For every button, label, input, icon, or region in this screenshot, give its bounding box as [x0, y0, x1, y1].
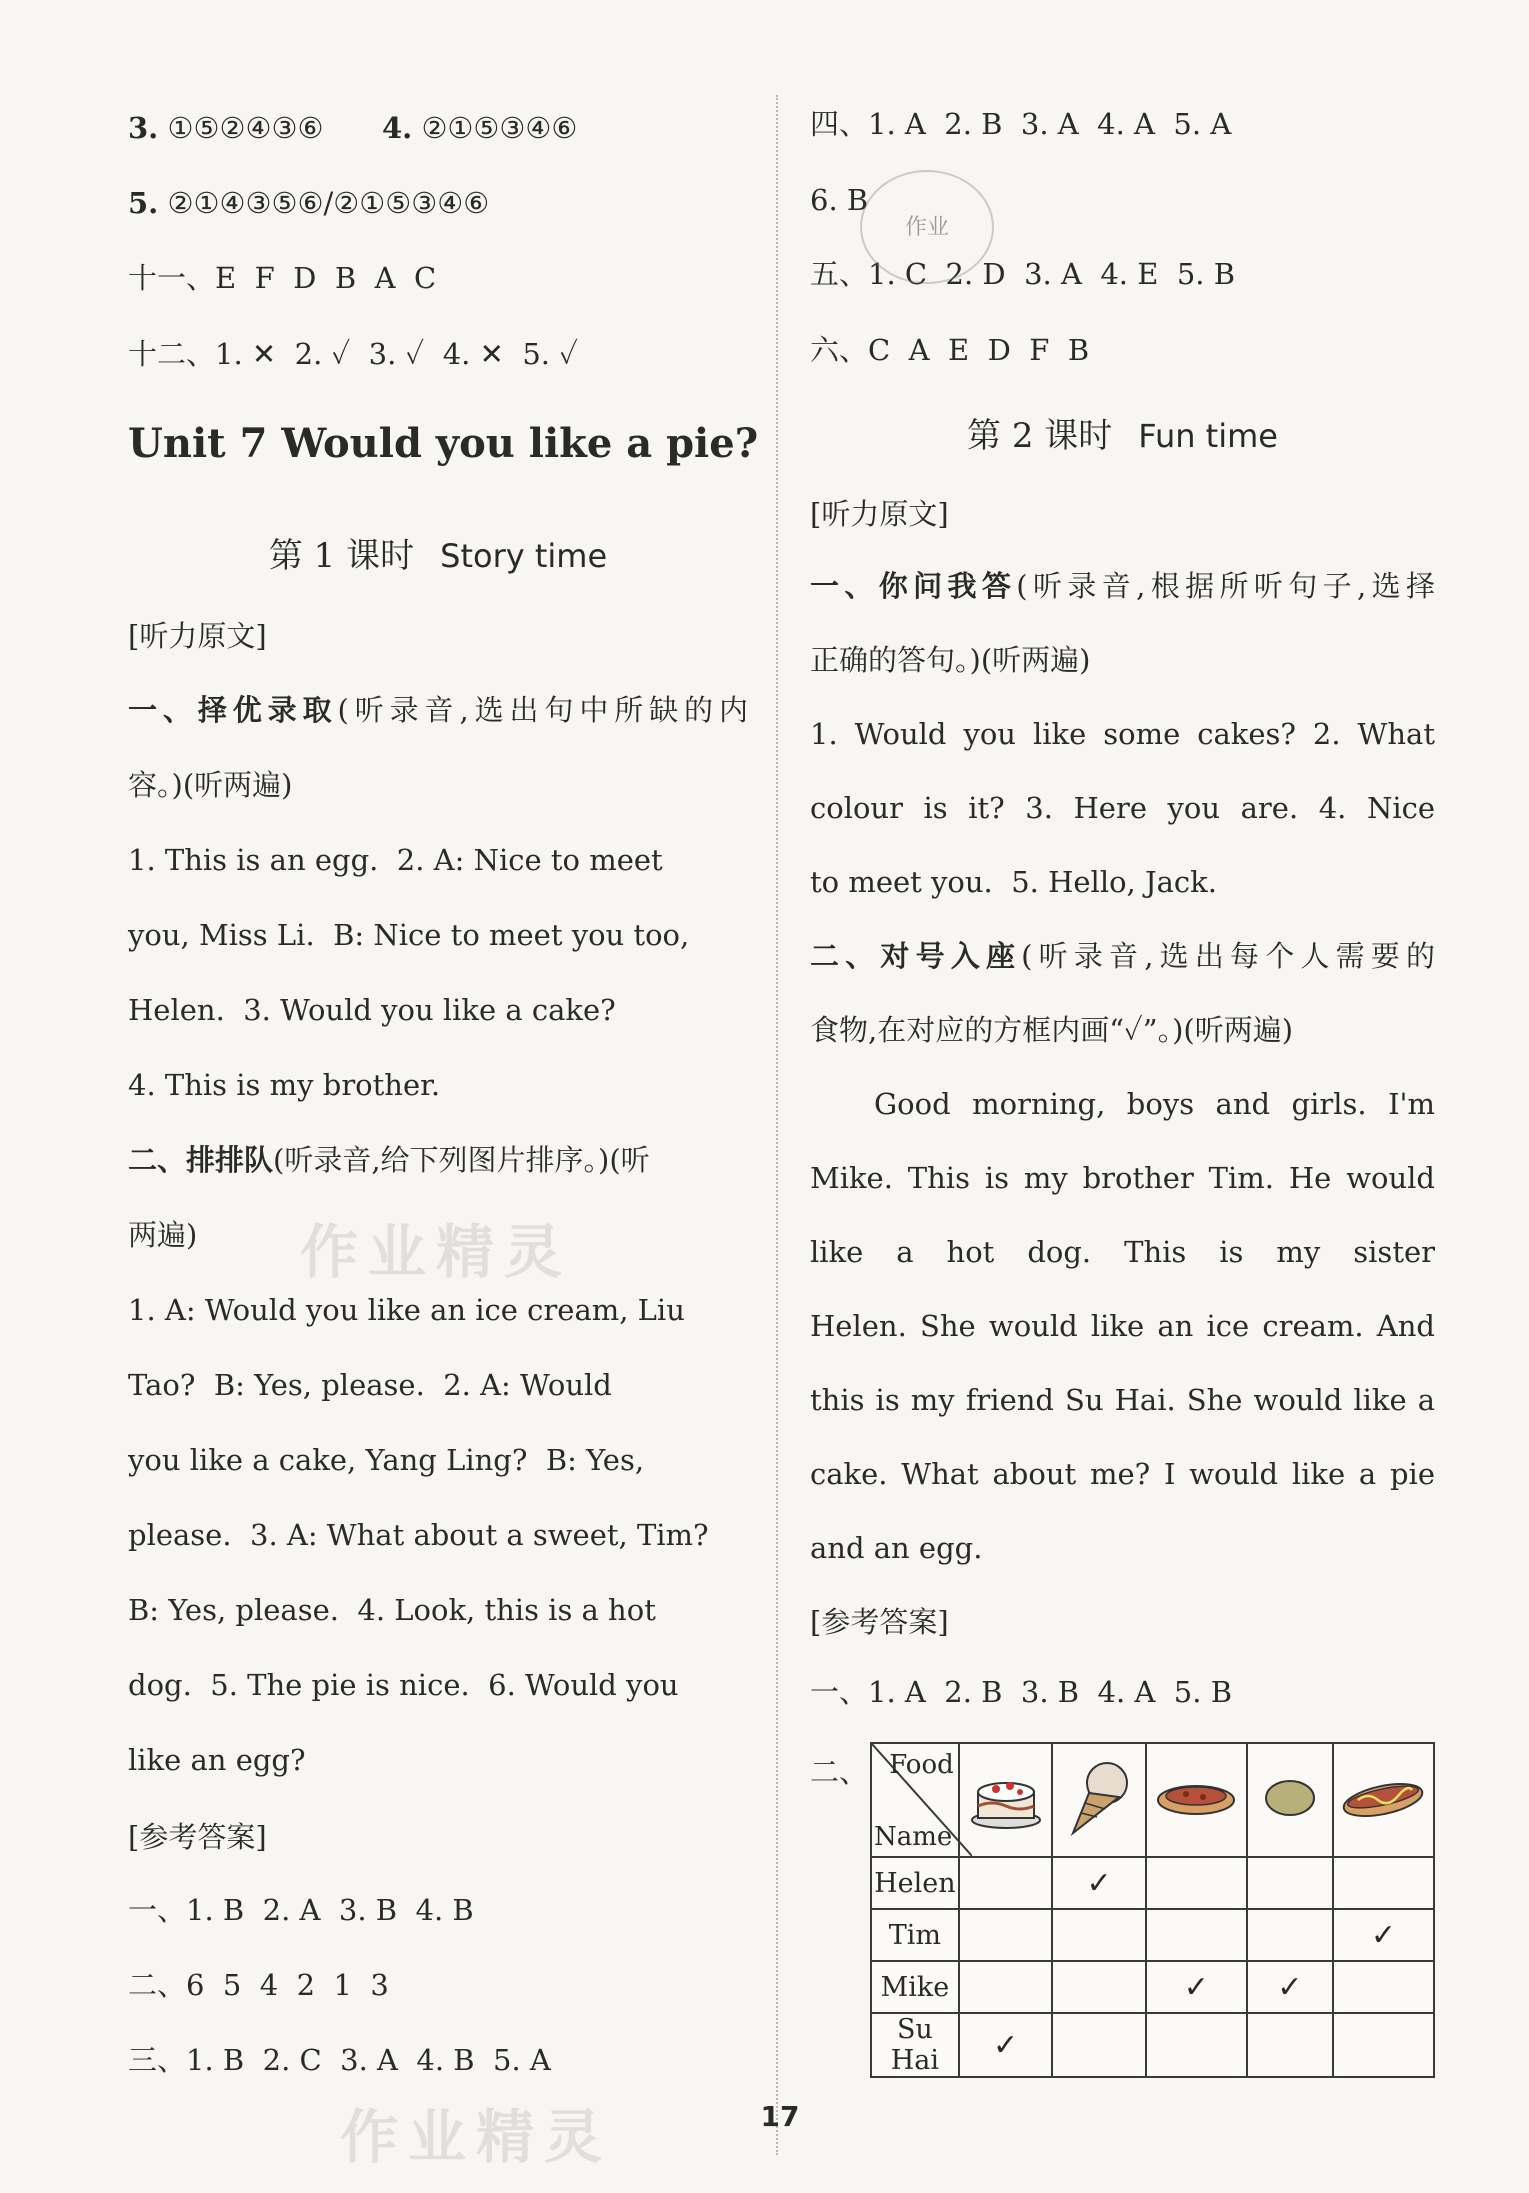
- section-2-desc: 两遍): [128, 1218, 198, 1252]
- passage-line: Mike. This is my brother Tim. He would: [810, 1161, 1435, 1195]
- egg-icon: [1255, 1772, 1325, 1822]
- lesson-2-heading: 第 2 课时 Fun time: [967, 416, 1278, 456]
- section-2-line: please. 3. A: What about a sweet, Tim?: [128, 1518, 709, 1552]
- table-row: [871, 1909, 1434, 1961]
- question-1-line: 1. Would you like some cakes? 2. What: [810, 717, 1435, 751]
- page-number: 17: [760, 2100, 800, 2133]
- table-cell: [959, 1909, 1053, 1961]
- question-1-line: colour is it? 3. Here you are. 4. Nice: [810, 791, 1435, 825]
- table-cell: [1146, 2013, 1247, 2077]
- ice-cream-column-header: [1052, 1743, 1146, 1857]
- watermark: 作业精灵: [300, 1218, 573, 1286]
- stamp-logo: 作业: [860, 170, 994, 284]
- row-name: Su Hai: [871, 2013, 959, 2077]
- watermark: 作业精灵: [340, 2103, 613, 2171]
- section-2-line: Tao? B: Yes, please. 2. A: Would: [128, 1368, 612, 1402]
- reference-answer-line: 一、1. B 2. A 3. B 4. B: [128, 1893, 474, 1927]
- reference-answer-line: 三、1. B 2. C 3. A 4. B 5. A: [128, 2043, 551, 2077]
- reference-answer-label-2: 二、: [810, 1755, 869, 1789]
- hot-dog-icon: [1338, 1772, 1428, 1822]
- table-cell: [959, 1961, 1053, 2013]
- table-row: [871, 1857, 1434, 1909]
- question-1-heading: 一、你问我答(听录音,根据所听句子,选择: [810, 569, 1435, 603]
- hot-dog-column-header: [1333, 1743, 1434, 1857]
- cake-column-header: [959, 1743, 1053, 1857]
- table-cell: [1052, 1909, 1146, 1961]
- table-cell: [1052, 1961, 1146, 2013]
- section-2-line: B: Yes, please. 4. Look, this is a hot: [128, 1593, 656, 1627]
- pie-column-header: [1146, 1743, 1247, 1857]
- answer-line-5: 5. ②①④③⑤⑥/②①⑤③④⑥: [128, 186, 490, 220]
- section-2-line: like an egg?: [128, 1743, 306, 1777]
- section-1-line: 4. This is my brother.: [128, 1068, 441, 1102]
- table-row: [871, 2013, 1434, 2077]
- answer-line-5: 五、1. C 2. D 3. A 4. E 5. B: [810, 257, 1236, 291]
- answer-line-12: 十二、1. ✕ 2. ✓ 3. ✓ 4. ✕ 5. ✓: [128, 337, 578, 371]
- unit-title: Unit 7 Would you like a pie?: [128, 420, 759, 467]
- question-1-line: to meet you. 5. Hello, Jack.: [810, 865, 1217, 899]
- section-2-line: you like a cake, Yang Ling? B: Yes,: [128, 1443, 645, 1477]
- reference-answer-line: 一、1. A 2. B 3. B 4. A 5. B: [810, 1675, 1233, 1709]
- question-1-desc: 正确的答句。)(听两遍): [810, 643, 1091, 677]
- table-corner: [871, 1743, 959, 1857]
- table-cell: [1333, 1857, 1434, 1909]
- passage-line: Good morning, boys and girls. I'm: [874, 1087, 1435, 1121]
- name-header-label: Name: [874, 1822, 953, 1852]
- table-row: [871, 1961, 1434, 2013]
- section-2-line: 1. A: Would you like an ice cream, Liu: [128, 1293, 685, 1327]
- table-cell: ✓: [1247, 1961, 1333, 2013]
- row-name: Mike: [871, 1961, 959, 2013]
- passage-line: cake. What about me? I would like a pie: [810, 1457, 1435, 1491]
- row-name: Tim: [871, 1909, 959, 1961]
- table-cell: [1146, 1909, 1247, 1961]
- table-cell: [1333, 2013, 1434, 2077]
- food-table: [870, 1742, 1435, 2078]
- ice-cream-icon: [1059, 1757, 1139, 1837]
- answer-line-4: 四、1. A 2. B 3. A 4. A 5. A: [810, 107, 1232, 141]
- section-1-desc: 容。)(听两遍): [128, 768, 293, 802]
- reference-answer-label: [参考答案]: [810, 1605, 949, 1639]
- table-cell: ✓: [1333, 1909, 1434, 1961]
- egg-column-header: [1247, 1743, 1333, 1857]
- table-cell: ✓: [1052, 1857, 1146, 1909]
- table-cell: [1052, 2013, 1146, 2077]
- reference-answer-line: 二、6 5 4 2 1 3: [128, 1968, 389, 2002]
- question-2-heading: 二、对号入座(听录音,选出每个人需要的: [810, 939, 1435, 973]
- section-1-heading: 一、择优录取(听录音,选出句中所缺的内: [128, 693, 748, 727]
- food-header-label: Food: [889, 1750, 954, 1780]
- cake-icon: [966, 1762, 1046, 1832]
- section-2-line: dog. 5. The pie is nice. 6. Would you: [128, 1668, 679, 1702]
- listening-text-label: [听力原文]: [128, 619, 267, 653]
- table-cell: [1247, 1909, 1333, 1961]
- section-1-line: 1. This is an egg. 2. A: Nice to meet: [128, 843, 663, 877]
- lesson-1-heading: 第 1 课时 Story time: [268, 536, 608, 576]
- table-cell: [1333, 1961, 1434, 2013]
- question-2-desc: 食物,在对应的方框内画“✓”。)(听两遍): [810, 1013, 1294, 1047]
- answer-line-6-row: 六、C A E D F B: [810, 333, 1090, 367]
- listening-text-label: [听力原文]: [810, 497, 949, 531]
- passage-line: and an egg.: [810, 1531, 983, 1565]
- section-1-line: you, Miss Li. B: Nice to meet you too,: [128, 918, 690, 952]
- section-2-heading: 二、排排队(听录音,给下列图片排序。)(听: [128, 1143, 650, 1177]
- table-cell: [1146, 1857, 1247, 1909]
- table-cell: ✓: [1146, 1961, 1247, 2013]
- table-cell: [959, 1857, 1053, 1909]
- column-divider: [776, 95, 778, 2155]
- section-1-line: Helen. 3. Would you like a cake?: [128, 993, 616, 1027]
- table-cell: [1247, 2013, 1333, 2077]
- answer-line-3-4: 3. ①⑤②④③⑥ 4. ②①⑤③④⑥: [128, 111, 578, 145]
- table-cell: [1247, 1857, 1333, 1909]
- answer-line-11: 十一、E F D B A C: [128, 261, 437, 295]
- row-name: Helen: [871, 1857, 959, 1909]
- passage-line: Helen. She would like an ice cream. And: [810, 1309, 1435, 1343]
- passage-line: like a hot dog. This is my sister: [810, 1235, 1435, 1269]
- answer-line-6: 6. B: [810, 183, 869, 217]
- reference-answer-label: [参考答案]: [128, 1820, 267, 1854]
- pie-icon: [1151, 1772, 1241, 1822]
- table-cell: ✓: [959, 2013, 1053, 2077]
- passage-line: this is my friend Su Hai. She would like a: [810, 1383, 1435, 1417]
